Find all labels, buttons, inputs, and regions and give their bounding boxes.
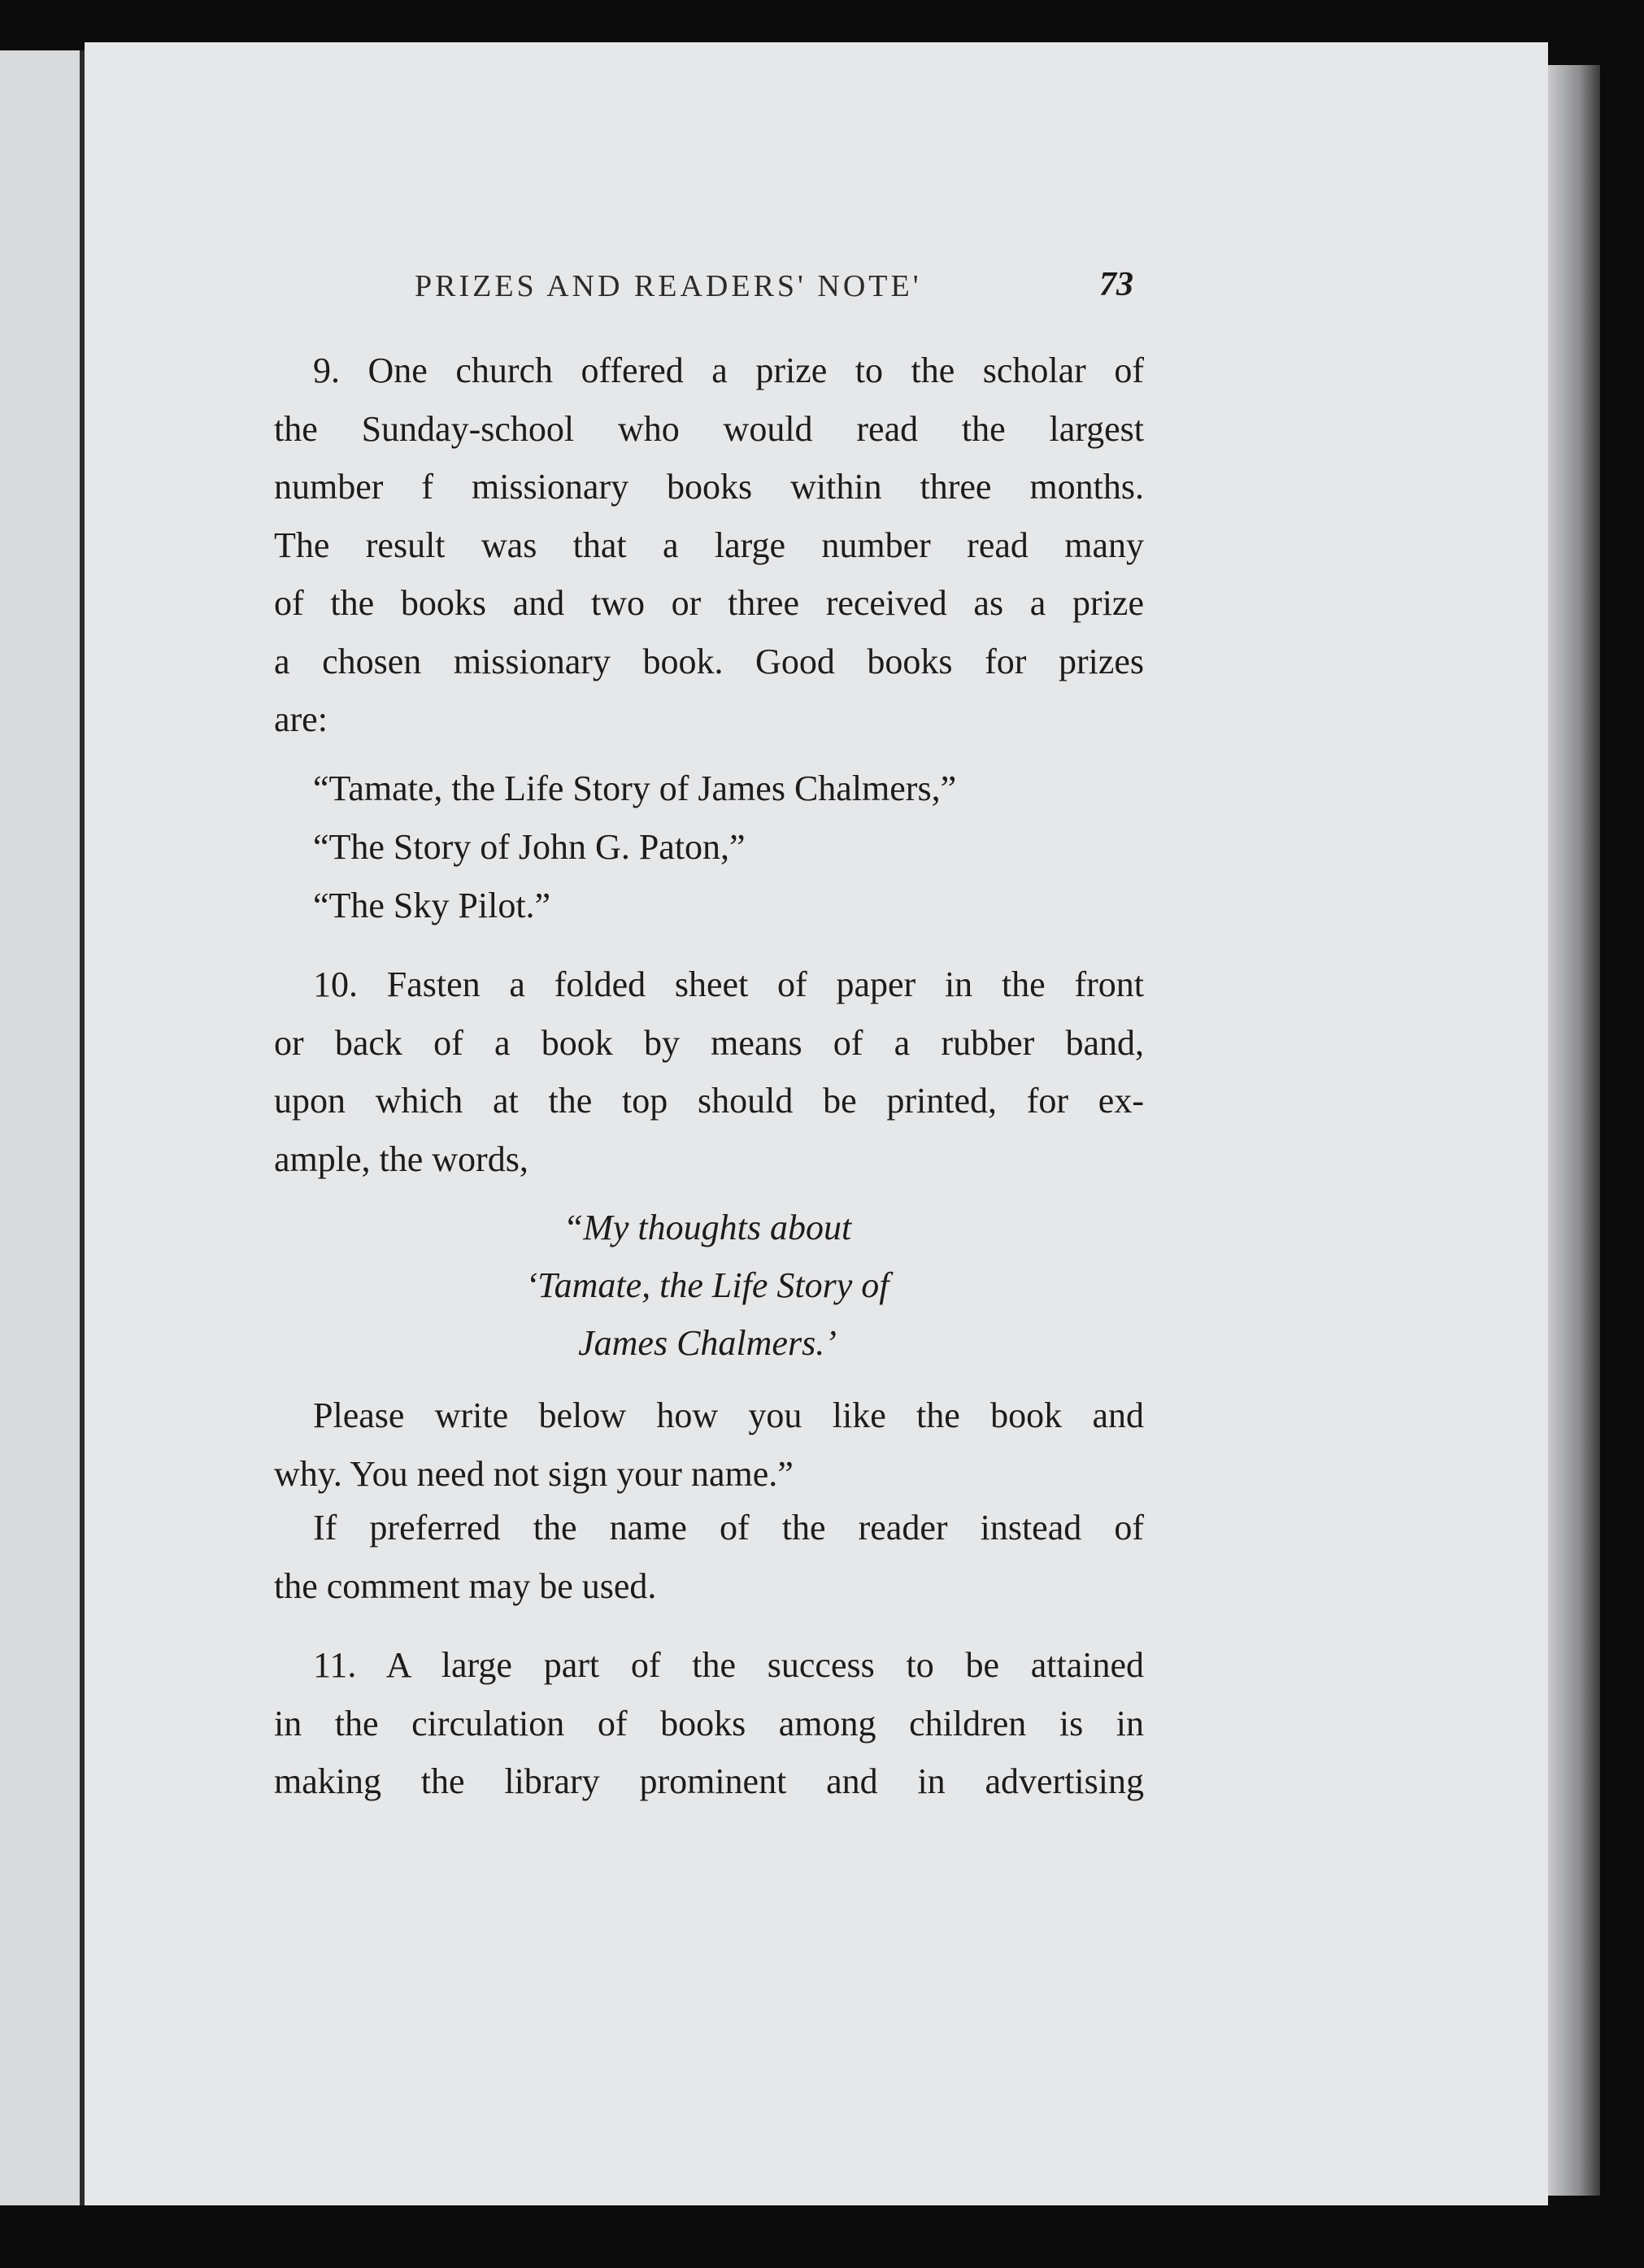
if-preferred-paragraph	[274, 1499, 1144, 1615]
paragraph-9	[274, 342, 1144, 749]
text-line: the Sunday-school who would read the largest	[274, 408, 1144, 449]
text-line: 9. One church offered a prize to the scholar of	[313, 350, 1144, 390]
text-line: or back of a book by means of a rubber band,	[274, 1022, 1144, 1063]
text-line: in the circulation of books among children is in	[274, 1703, 1144, 1743]
text-line: making the library prominent and in advertising	[274, 1761, 1144, 1801]
page-edge-shadow	[1548, 65, 1600, 2196]
quoted-line: “My thoughts about	[563, 1208, 852, 1247]
text-line: of the books and two or three received as a prize	[274, 583, 1144, 623]
please-write-paragraph	[274, 1386, 1144, 1503]
paragraph-11	[274, 1636, 1144, 1811]
book-title: “The Story of John G. Paton,”	[313, 827, 746, 867]
text-line: The result was that a large number read many	[274, 525, 1144, 565]
quoted-line: James Chalmers.’	[578, 1323, 837, 1363]
book-title: “Tamate, the Life Story of James Chalmers,”	[313, 768, 957, 808]
book-title-list	[313, 760, 956, 935]
quoted-words	[455, 1199, 959, 1372]
text-line: If preferred the name of the reader instead of	[313, 1508, 1144, 1548]
text-line: number f missionary books within three months.	[274, 467, 1144, 507]
text-line: 11. A large part of the success to be attained	[313, 1645, 1144, 1685]
quoted-line: ‘Tamate, the Life Story of	[525, 1265, 889, 1305]
text-line: the comment may be used.	[274, 1565, 657, 1606]
paragraph-10	[274, 956, 1144, 1188]
text-line: upon which at the top should be printed, for ex-	[274, 1081, 1144, 1121]
text-line: why. You need not sign your name.”	[274, 1453, 794, 1494]
text-line: ample, the words,	[274, 1138, 528, 1179]
text-line: Please write below how you like the book and	[313, 1395, 1144, 1435]
text-line: a chosen missionary book. Good books for prizes	[274, 641, 1144, 681]
page-number: 73	[1099, 266, 1133, 303]
book-title: “The Sky Pilot.”	[313, 886, 551, 925]
facing-page-edge	[0, 50, 80, 2205]
text-line: are:	[274, 699, 328, 739]
text-line: 10. Fasten a folded sheet of paper in the front	[313, 964, 1144, 1004]
running-header: PRIZES AND READERS' NOTE'	[415, 269, 922, 303]
